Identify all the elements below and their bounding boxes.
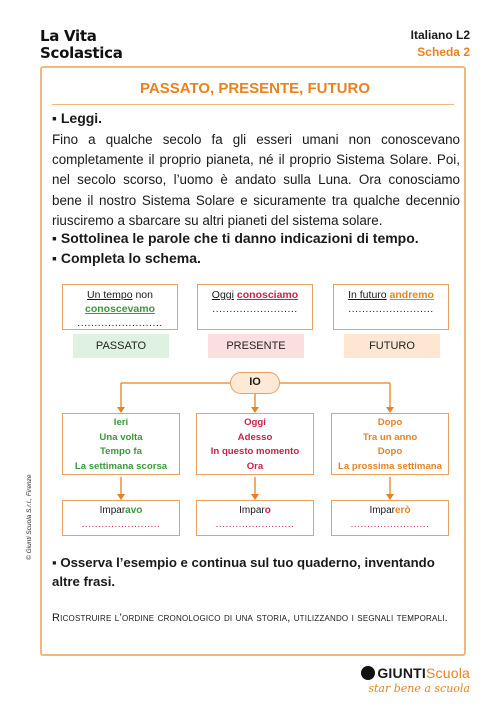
past-filler: non xyxy=(132,289,153,301)
past-word-3: Tempo fa xyxy=(100,446,142,457)
future-verb-ending: erò xyxy=(395,505,411,516)
instruction-read: ▪ Leggi. xyxy=(52,110,103,126)
past-blank[interactable]: ......................... xyxy=(77,317,163,329)
past-verb-stem: Impar xyxy=(99,505,126,516)
worksheet-title: PASSATO, PRESENTE, FUTURO xyxy=(139,80,371,97)
present-verb-stem: Impar xyxy=(239,505,265,516)
publisher-name-scuola: Scuola xyxy=(425,665,470,681)
future-blank[interactable]: ......................... xyxy=(348,303,434,315)
past-words-box xyxy=(62,413,180,475)
logo-line-1: La Vita xyxy=(40,27,97,45)
present-verb: conosciamo xyxy=(236,289,299,301)
present-word-1: Oggi xyxy=(244,417,266,428)
logo-line-2: Scolastica xyxy=(40,44,123,62)
past-verb-box xyxy=(62,500,180,536)
present-word-3: In questo momento xyxy=(210,446,300,457)
past-time-word: Un tempo xyxy=(87,289,133,301)
giunti-logo-icon xyxy=(361,666,375,680)
label-passato: PASSATO xyxy=(73,334,169,358)
present-blank[interactable]: ......................... xyxy=(212,303,298,315)
present-word-4: Ora xyxy=(246,460,264,472)
future-verb-blank[interactable]: ........................ xyxy=(350,519,430,530)
learning-objective: Ricostruire l’ordine cronologico di una storia, utilizzando i segnali temporali. xyxy=(52,612,448,624)
present-verb-ending: o xyxy=(264,505,271,516)
magazine-logo xyxy=(40,28,123,62)
publisher-tagline: star bene a scuola xyxy=(368,682,470,695)
future-verb-box xyxy=(331,500,449,536)
past-verb-ending: avo xyxy=(125,505,143,516)
sheet-info xyxy=(411,27,470,61)
publisher-name xyxy=(361,665,470,681)
present-sentence-box xyxy=(197,284,313,330)
future-word-4: La prossima settimana xyxy=(338,460,442,472)
present-word-2: Adesso xyxy=(237,431,273,443)
instruction-observe: ▪ Osserva l’esempio e continua sul tuo quaderno, inventando altre frasi. xyxy=(52,555,435,589)
instruction-complete: ▪ Completa lo schema. xyxy=(52,250,201,266)
future-verb: andremo xyxy=(389,289,434,301)
past-verb-blank[interactable]: ........................ xyxy=(81,519,161,530)
present-verb-box xyxy=(196,500,314,536)
past-word-4: La settimana scorsa xyxy=(74,460,168,472)
future-sentence-box xyxy=(333,284,449,330)
sheet-number: Scheda 2 xyxy=(417,45,470,59)
future-word-1: Dopo xyxy=(377,417,403,428)
publisher-brand xyxy=(361,665,470,695)
worksheet-frame xyxy=(40,66,466,656)
reading-paragraph: Fino a qualche secolo fa gli esseri umani non conoscevano completamente il proprio pianeta, né il proprio Sistema Solare. Poi, nel secolo scorso, l’uomo è andato sulla Luna. Ora conosciamo bene il nostro Sistema Solare e sicuramente tra qualche decennio riusciremo a sbarcare su altri pianeti del sistema solare. xyxy=(52,132,460,228)
present-verb-blank[interactable]: ........................ xyxy=(215,519,295,530)
label-futuro: FUTURO xyxy=(344,334,440,358)
publisher-name-bold: GIUNTI xyxy=(377,665,426,681)
copyright-credit: © Giunti Scuola S.r.l., Firenze xyxy=(26,474,33,560)
subject-label: Italiano L2 xyxy=(410,28,470,42)
past-verb: conoscevamo xyxy=(84,303,156,315)
past-word-2: Una volta xyxy=(99,431,143,443)
future-word-3: Dopo xyxy=(377,446,403,457)
present-words-box xyxy=(196,413,314,475)
future-words-box xyxy=(331,413,449,475)
label-presente: PRESENTE xyxy=(208,334,304,358)
past-word-1: Ieri xyxy=(113,417,129,428)
past-sentence-box xyxy=(62,284,178,330)
center-node-io: IO xyxy=(230,372,280,394)
future-word-2: Tra un anno xyxy=(362,431,418,443)
future-verb-stem: Impar xyxy=(369,505,395,516)
future-time-word: In futuro xyxy=(348,289,387,301)
present-time-word: Oggi xyxy=(211,289,234,301)
instruction-underline: ▪ Sottolinea le parole che ti danno indicazioni di tempo. xyxy=(52,230,419,246)
